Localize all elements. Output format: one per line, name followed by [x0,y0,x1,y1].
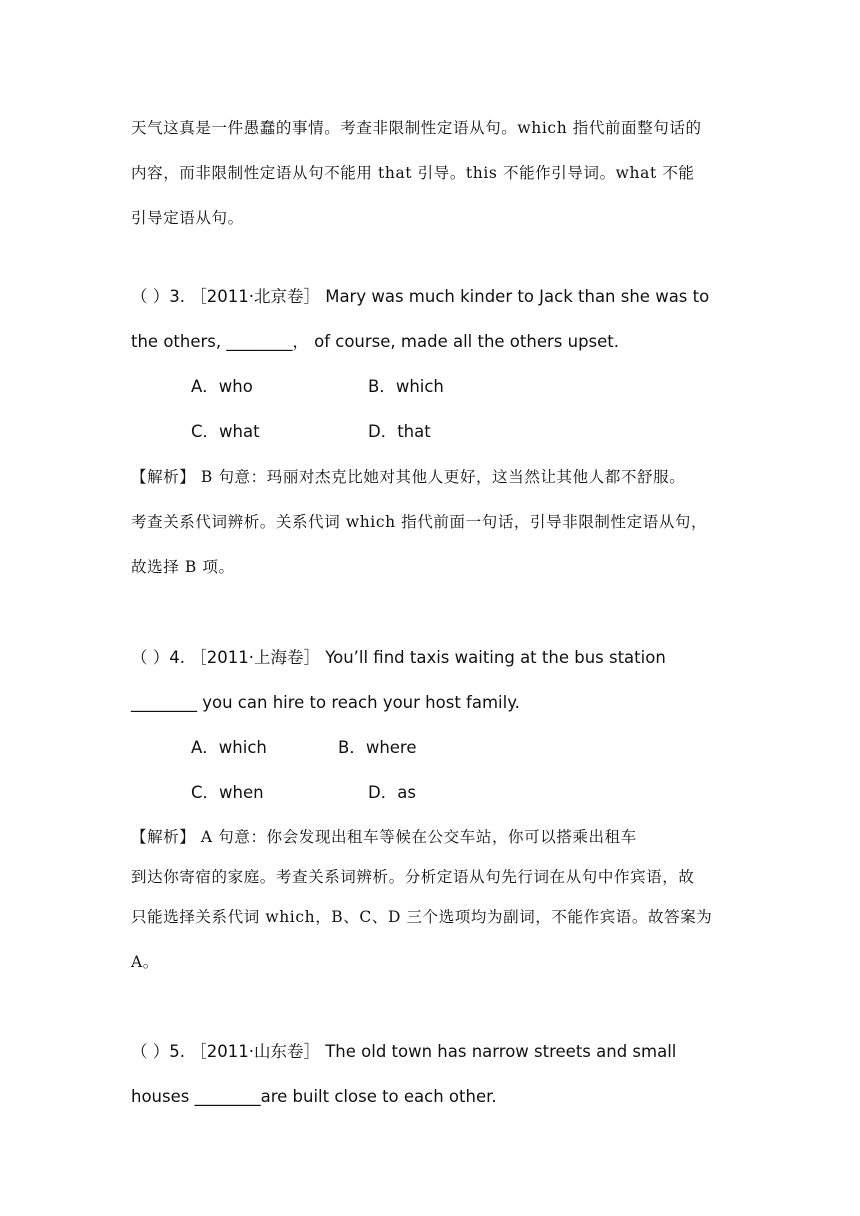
question-4-analysis-line-1: 【解析】 A 句意：你会发现出租车等候在公交车站，你可以搭乘出租车 [131,828,637,846]
intro-line-3: 引导定语从句。 [131,209,244,227]
question-4-option-a: A．which [191,738,267,757]
question-4-stem-line-2: ________ you can hire to reach your host family. [131,693,520,712]
question-4-option-b: B．where [338,738,417,757]
question-3-option-b: B．which [368,377,444,396]
question-4-analysis-line-3: 只能选择关系代词 which，B、C、D 三个选项均为副词，不能作宾语。故答案为 [131,908,713,926]
question-4-analysis-line-4: A。 [131,953,159,971]
question-3-option-d: D．that [368,422,431,441]
question-3-option-c: C．what [191,422,260,441]
intro-line-2: 内容，而非限制性定语从句不能用 that 引导。this 不能作引导词。what 不能 [131,164,695,182]
question-4-option-c: C．when [191,783,264,802]
question-3-stem-line-1: （ ）3. ［2011·北京卷］ Mary was much kinder to Jack than she was to [131,287,710,306]
question-4-stem-line-1: （ ）4. ［2011·上海卷］ You’ll find taxis waiting at the bus station [131,648,666,667]
question-4-option-d: D．as [368,783,416,802]
question-3-analysis-line-2: 考查关系代词辨析。关系代词 which 指代前面一句话，引导非限制性定语从句， [131,513,708,531]
question-3-stem-line-2: the others, ________， of course, made all the others upset. [131,332,619,351]
question-3-option-a: A．who [191,377,253,396]
question-5-stem-line-1: （ ）5. ［2011·山东卷］ The old town has narrow streets and small [131,1042,677,1061]
question-4-analysis-line-2: 到达你寄宿的家庭。考查关系词辨析。分析定语从句先行词在从句中作宾语，故 [131,868,695,886]
intro-line-1: 天气这真是一件愚蠢的事情。考查非限制性定语从句。which 指代前面整句话的 [131,119,702,137]
question-5-stem-line-2: houses ________are built close to each other. [131,1087,497,1106]
question-3-analysis-line-1: 【解析】 B 句意：玛丽对杰克比她对其他人更好，这当然让其他人都不舒服。 [131,468,686,486]
question-3-analysis-line-3: 故选择 B 项。 [131,558,235,576]
